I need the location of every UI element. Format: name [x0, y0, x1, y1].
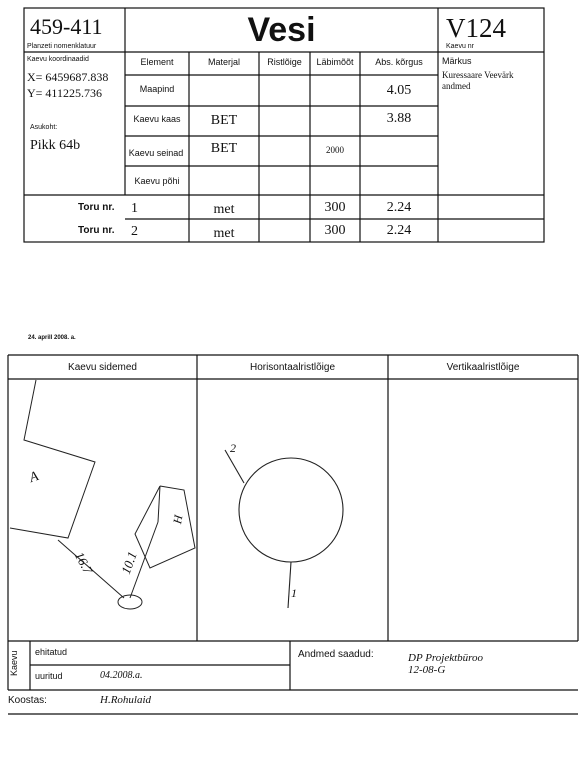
well-id: V124	[446, 13, 506, 43]
pipe-diameter: 300	[324, 223, 346, 238]
source-value-1: DP Projektbüroo	[408, 652, 484, 664]
section-vertical: Vertikaalristlõige	[446, 362, 520, 373]
pipe-label: Toru nr.	[78, 225, 115, 236]
coordinates-caption: Kaevu koordinaadid	[27, 56, 89, 63]
pipe-number: 2	[131, 224, 138, 239]
pipe-label: Toru nr.	[78, 202, 115, 213]
row-material: BET	[210, 141, 238, 156]
row-material: BET	[210, 113, 238, 128]
footer-side-label: Kaevu	[9, 650, 19, 676]
date-line: 24. aprill 2008. a.	[28, 335, 76, 341]
well-caption: Kaevu nr	[446, 43, 475, 50]
row-label: Kaevu seinad	[128, 148, 184, 158]
sketch-building-a: A	[27, 469, 41, 487]
col-header-height: Abs. kõrgus	[375, 57, 423, 67]
sketch-dimension-1: 16.7	[71, 549, 96, 577]
pipe-height: 2.24	[386, 223, 412, 238]
sketch-pipe-1: 1	[291, 586, 297, 600]
coordinate-y: Y= 411225.736	[27, 86, 102, 100]
sketch-dimension-2: 10.1	[117, 549, 140, 577]
remarks-title: Märkus	[442, 56, 472, 66]
section-ties: Kaevu sidemed	[68, 362, 137, 373]
sketch-pipe-2: 2	[230, 441, 236, 455]
compiled-label: Koostas:	[8, 695, 47, 706]
row-height: 3.88	[386, 111, 412, 126]
sketch-building-h: H	[170, 513, 186, 525]
row-label: Maapind	[139, 84, 175, 94]
location-caption: Asukoht:	[30, 124, 58, 131]
pipe-height: 2.24	[386, 200, 412, 215]
source-label: Andmed saadud:	[298, 649, 374, 660]
built-label: ehitatud	[35, 647, 68, 657]
sheet-number: 459-411	[30, 14, 103, 39]
location-value: Pikk 64b	[30, 138, 81, 153]
remarks-line1: Kuressaare Veevärk	[442, 70, 514, 80]
col-header-diameter: Läbimõõt	[316, 57, 354, 67]
pipe-diameter: 300	[324, 200, 346, 215]
row-height: 4.05	[386, 83, 412, 98]
surveyed-value: 04.2008.a.	[100, 670, 143, 681]
coordinate-x: X= 6459687.838	[27, 70, 109, 84]
pipe-material: met	[213, 226, 235, 241]
page-title: Vesi	[247, 11, 316, 49]
col-header-element: Element	[140, 57, 174, 67]
col-header-cross: Ristlõige	[267, 57, 302, 67]
ties-sketch	[10, 380, 195, 609]
sheet-caption: Planzeti nomenklatuur	[27, 43, 97, 50]
surveyed-label: uuritud	[35, 671, 63, 681]
source-value-2: 12-08-G	[408, 664, 446, 676]
horizontal-section-sketch	[225, 450, 343, 608]
row-label: Kaevu põhi	[134, 176, 180, 186]
col-header-material: Materjal	[207, 57, 240, 67]
compiled-value: H.Rohulaid	[100, 694, 152, 706]
section-horizontal: Horisontaalristlõige	[249, 362, 336, 373]
row-diameter: 2000	[326, 145, 344, 155]
row-label: Kaevu kaas	[133, 114, 181, 124]
remarks-line2: andmed	[442, 81, 471, 91]
pipe-number: 1	[131, 201, 138, 216]
pipe-material: met	[213, 202, 235, 217]
